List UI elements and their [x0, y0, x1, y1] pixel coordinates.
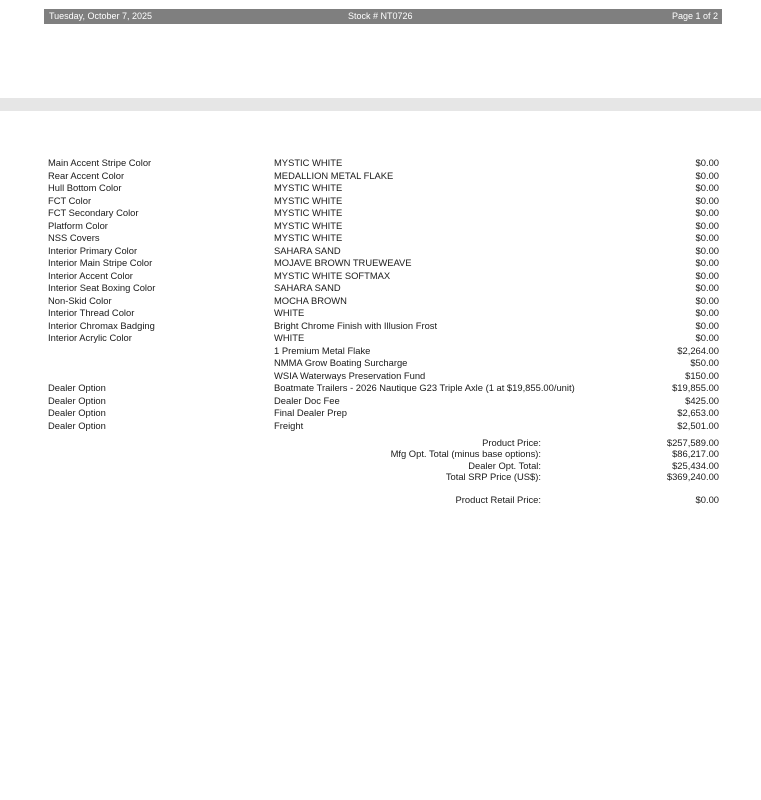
- option-price: $0.00: [695, 182, 719, 193]
- option-label: Rear Accent Color: [48, 169, 125, 181]
- option-label: Dealer Option: [48, 419, 106, 431]
- option-price: $0.00: [695, 157, 719, 168]
- total-value: $369,240.00: [666, 470, 719, 482]
- total-row: [0, 460, 761, 471]
- option-row: [0, 295, 761, 308]
- option-label: Dealer Option: [48, 407, 106, 418]
- option-value: MYSTIC WHITE: [274, 182, 343, 193]
- option-value: MOCHA BROWN: [274, 294, 347, 306]
- option-price: $0.00: [695, 294, 719, 306]
- option-label: Hull Bottom Color: [48, 182, 122, 193]
- total-label: Total SRP Price (US$):: [445, 470, 541, 482]
- option-label: FCT Color: [48, 194, 92, 206]
- option-price: $0.00: [695, 219, 719, 231]
- page-header-bar: [44, 9, 722, 24]
- option-row: [0, 307, 761, 320]
- option-row: [0, 195, 761, 208]
- option-row: [0, 332, 761, 345]
- option-label: Dealer Option: [48, 382, 106, 393]
- option-value: SAHARA SAND: [274, 244, 341, 256]
- retail-price-label: Product Retail Price:: [455, 494, 541, 505]
- option-row: [0, 345, 761, 358]
- option-row: [0, 270, 761, 283]
- header-date: Tuesday, October 7, 2025: [49, 11, 153, 21]
- option-row: [0, 245, 761, 258]
- option-label: Interior Thread Color: [48, 307, 135, 318]
- option-value: Dealer Doc Fee: [274, 394, 340, 406]
- option-price: $2,653.00: [677, 407, 719, 418]
- option-value: Boatmate Trailers - 2026 Nautique G23 Triple Axle (1 at $19,855.00/unit): [274, 382, 575, 393]
- total-label: Dealer Opt. Total:: [468, 459, 541, 471]
- option-value: Final Dealer Prep: [274, 407, 347, 418]
- option-value: 1 Premium Metal Flake: [274, 344, 371, 356]
- total-label: Product Price:: [482, 437, 541, 448]
- retail-price-row: [0, 494, 761, 506]
- option-row: [0, 407, 761, 420]
- option-price: $2,501.00: [677, 419, 719, 431]
- option-label: Main Accent Stripe Color: [48, 157, 152, 168]
- header-stock-number: Stock # NT0726: [348, 11, 413, 21]
- option-label: Interior Seat Boxing Color: [48, 282, 156, 293]
- option-price: $0.00: [695, 307, 719, 318]
- option-value: MYSTIC WHITE: [274, 207, 343, 218]
- option-value: MYSTIC WHITE: [274, 157, 343, 168]
- total-row: [0, 448, 761, 459]
- option-label: Dealer Option: [48, 394, 106, 406]
- option-price: $0.00: [695, 244, 719, 256]
- option-row: [0, 370, 761, 383]
- option-price: $0.00: [695, 257, 719, 268]
- total-label: Mfg Opt. Total (minus base options):: [390, 448, 541, 460]
- option-label: FCT Secondary Color: [48, 207, 139, 218]
- option-value: Freight: [274, 419, 304, 431]
- option-row: [0, 157, 761, 170]
- option-value: MEDALLION METAL FLAKE: [274, 169, 394, 181]
- option-row: [0, 170, 761, 183]
- option-row: [0, 257, 761, 270]
- option-row: [0, 220, 761, 233]
- option-price: $0.00: [695, 207, 719, 218]
- header-page-number: Page 1 of 2: [671, 11, 718, 21]
- option-value: NMMA Grow Boating Surcharge: [274, 357, 408, 368]
- option-value: MYSTIC WHITE: [274, 219, 343, 231]
- totals-block: [0, 437, 761, 482]
- option-label: Interior Primary Color: [48, 244, 138, 256]
- option-row: [0, 420, 761, 433]
- option-row: [0, 395, 761, 408]
- option-label: Interior Chromax Badging: [48, 319, 155, 331]
- total-value: $25,434.00: [672, 459, 719, 471]
- option-value: MYSTIC WHITE: [274, 194, 343, 206]
- option-value: Bright Chrome Finish with Illusion Frost: [274, 319, 438, 331]
- total-row: [0, 471, 761, 482]
- option-price: $425.00: [685, 394, 719, 406]
- option-value: WHITE: [274, 332, 305, 343]
- option-price: $19,855.00: [672, 382, 719, 393]
- options-list: [0, 157, 761, 432]
- option-label: Interior Accent Color: [48, 269, 133, 281]
- total-value: $257,589.00: [666, 437, 719, 448]
- option-price: $0.00: [695, 169, 719, 181]
- option-price: $0.00: [695, 194, 719, 206]
- option-row: [0, 182, 761, 195]
- retail-price-value: $0.00: [695, 494, 719, 505]
- option-value: SAHARA SAND: [274, 282, 341, 293]
- option-label: Platform Color: [48, 219, 108, 231]
- option-price: $0.00: [695, 332, 719, 343]
- option-price: $0.00: [695, 282, 719, 293]
- option-label: Interior Acrylic Color: [48, 332, 132, 343]
- option-label: NSS Covers: [48, 232, 100, 243]
- option-price: $2,264.00: [677, 344, 719, 356]
- option-value: MYSTIC WHITE SOFTMAX: [274, 269, 391, 281]
- total-value: $86,217.00: [672, 448, 719, 460]
- option-price: $0.00: [695, 232, 719, 243]
- option-price: $0.00: [695, 319, 719, 331]
- option-row: [0, 357, 761, 370]
- option-price: $150.00: [685, 369, 719, 381]
- option-value: WHITE: [274, 307, 305, 318]
- option-row: [0, 207, 761, 220]
- total-row: [0, 437, 761, 448]
- option-price: $50.00: [690, 357, 719, 368]
- option-value: WSIA Waterways Preservation Fund: [274, 369, 426, 381]
- option-label: Interior Main Stripe Color: [48, 257, 153, 268]
- section-divider-band: [0, 98, 761, 111]
- option-row: [0, 382, 761, 395]
- option-label: Non-Skid Color: [48, 294, 112, 306]
- option-row: [0, 282, 761, 295]
- option-price: $0.00: [695, 269, 719, 281]
- option-value: MYSTIC WHITE: [274, 232, 343, 243]
- option-value: MOJAVE BROWN TRUEWEAVE: [274, 257, 412, 268]
- option-row: [0, 320, 761, 333]
- option-row: [0, 232, 761, 245]
